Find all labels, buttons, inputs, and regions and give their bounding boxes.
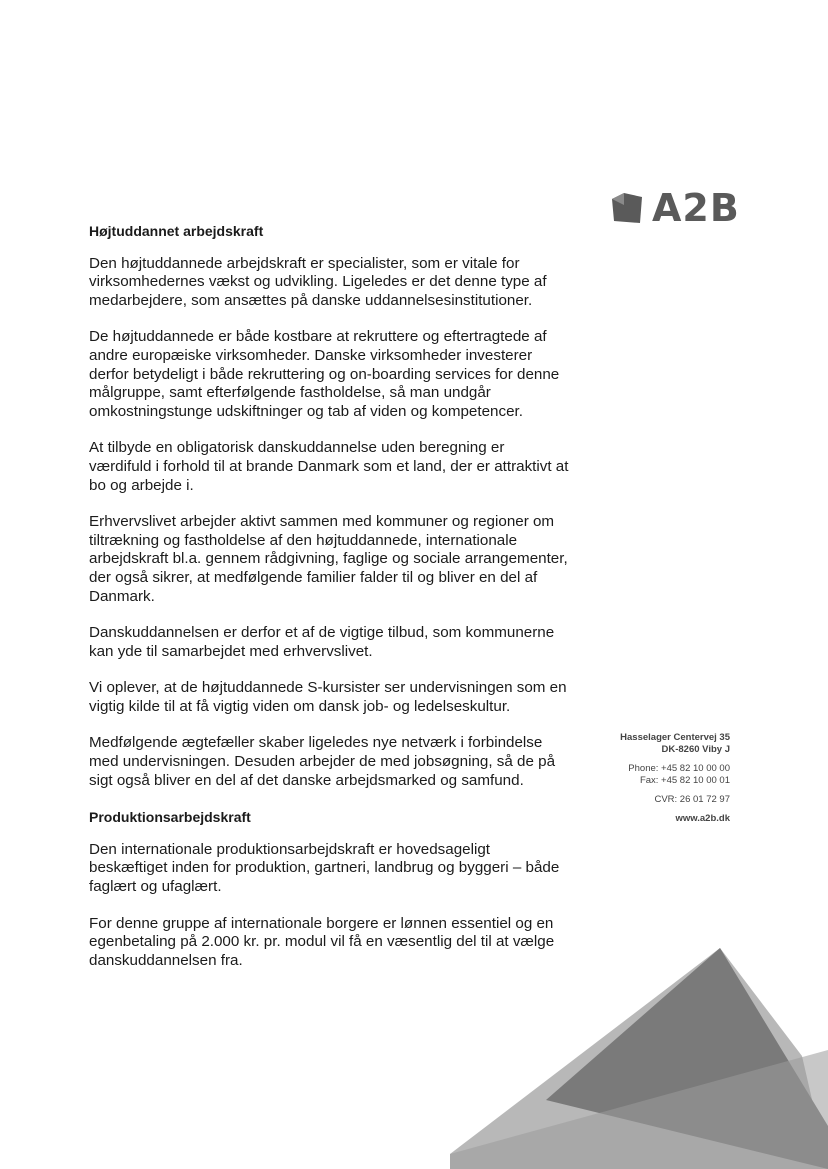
paragraph: For denne gruppe af internationale borgere er lønnen essentiel og en egenbetaling på 2.000 kr. pr. modul vil få en væsentlig del til at vælge danskuddannelsen fra. <box>89 914 555 969</box>
company-logo <box>610 188 740 228</box>
address-line: Hasselager Centervej 35 <box>620 732 730 743</box>
paragraph: Erhvervslivet arbejder aktivt sammen med kommuner og regioner om tiltrækning og fastholdelse af den højtuddannede, internationale arbejdskraft bl.a. gennem rådgivning, faglige og sociale arrangementer, der også sikrer, at medfølgende familier falder til og bliver en del af Danmark. <box>89 513 568 605</box>
logo-mark-icon <box>610 191 644 225</box>
website-link[interactable]: www.a2b.dk <box>675 813 730 825</box>
decorative-triangle <box>450 940 828 1169</box>
section-heading: Højtuddannet arbejdskraft <box>89 223 264 239</box>
paragraph: Den højtuddannede arbejdskraft er specialister, som er vitale for virksomhedernes vækst og udvikling. Ligeledes er det denne type af medarbejdere, som ansættes på danske uddannelsesinstitutioner. <box>89 254 547 309</box>
postal-line: DK-8260 Viby J <box>661 744 730 756</box>
section-heading: Produktionsarbejdskraft <box>89 809 251 826</box>
logo-text: A2B <box>652 186 740 230</box>
fax-number: Fax: +45 82 10 00 01 <box>639 775 730 787</box>
letter-body <box>89 222 571 988</box>
contact-block <box>596 732 730 825</box>
section-highly-educated <box>89 222 571 790</box>
paragraph: De højtuddannede er både kostbare at rekruttere og eftertragtede af andre europæiske virksomheder. Danske virksomheder investerer derfor betydeligt i både rekruttering og on-boarding services for denne målgruppe, samt efterfølgende fastholdelse, så man undgår omkostningstunge udskiftninger og tab af viden og kompetencer. <box>89 328 560 420</box>
phone-number: Phone: +45 82 10 00 00 <box>628 762 730 774</box>
paragraph: At tilbyde en obligatorisk danskuddannelse uden beregning er værdifuld i forhold til at brande Danmark som et land, der er attraktivt at bo og arbejde i. <box>89 439 569 494</box>
paragraph: Danskuddannelsen er derfor et af de vigtige tilbud, som kommunerne kan yde til samarbejdet med erhvervslivet. <box>89 624 555 660</box>
cvr-number: CVR: 26 01 72 97 <box>654 793 730 805</box>
paragraph: Vi oplever, at de højtuddannede S-kursister ser undervisningen som en vigtig kilde til at få vigtig viden om dansk job- og ledelseskultur. <box>89 679 567 715</box>
paragraph: Den internationale produktionsarbejdskraft er hovedsageligt beskæftiget inden for produktion, gartneri, landbrug og byggeri – både faglært og ufaglært. <box>89 840 560 896</box>
paragraph: Medfølgende ægtefæller skaber ligeledes nye netværk i forbindelse med undervisningen. Desuden arbejder de med jobsøgning, så de på sigt også bliver en del af det danske arbejdsmarked og samfund. <box>89 734 556 789</box>
